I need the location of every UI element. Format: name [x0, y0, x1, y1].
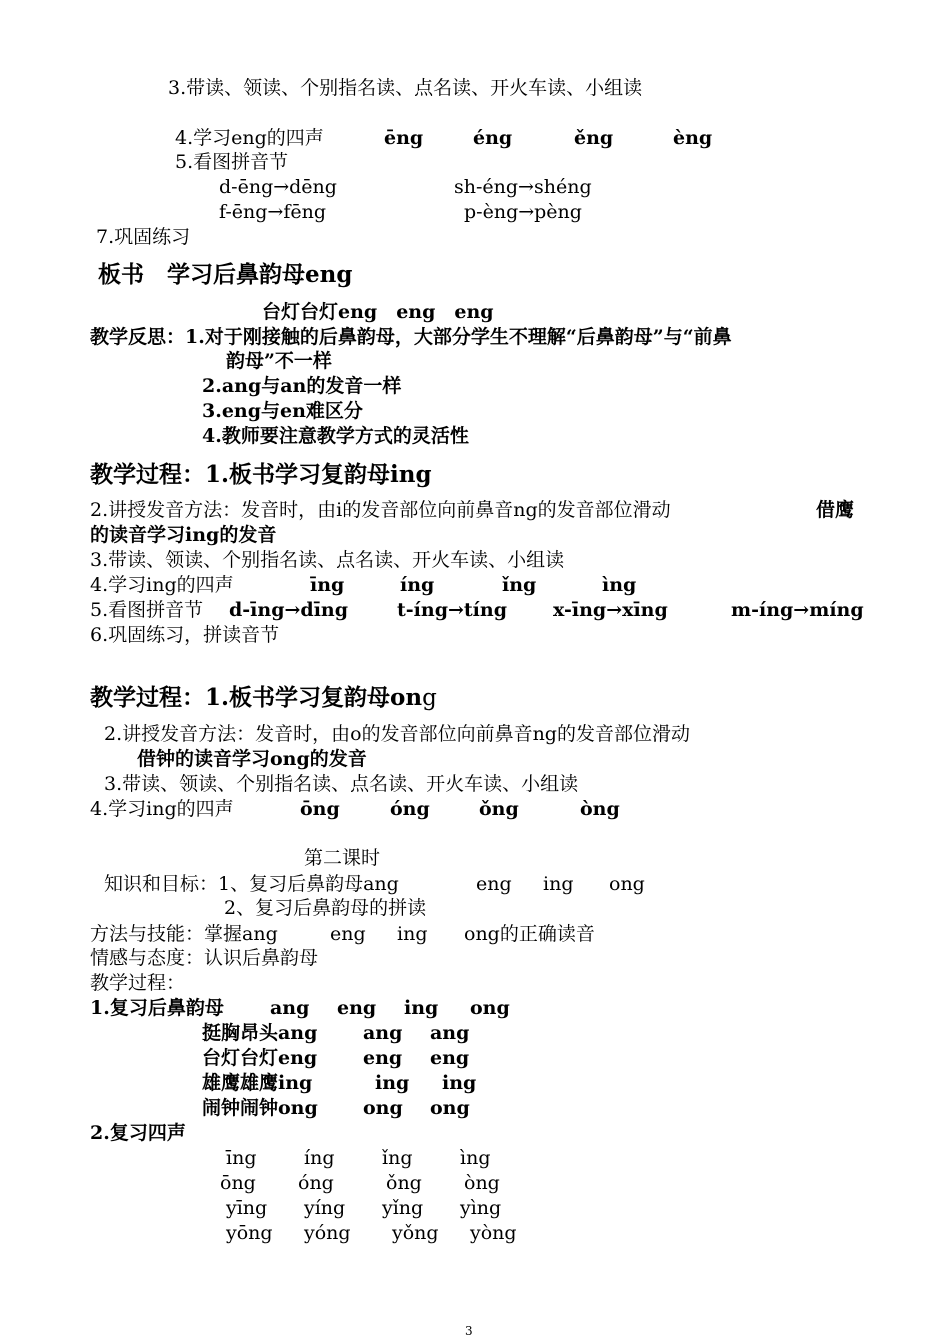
text-item: 雄鹰雄鹰ing	[202, 1072, 313, 1094]
syllable-item: t-íng→tíng	[397, 599, 507, 621]
text-line: f-ēng→fēng	[219, 201, 327, 223]
syllable-item: m-íng→míng	[731, 599, 864, 621]
text-line: d-ēng→dēng	[219, 176, 337, 198]
text-line: 5.看图拼音节	[175, 151, 289, 173]
syllable-item: x-īng→xīng	[553, 599, 668, 621]
tone-item: yòng	[470, 1222, 517, 1244]
page-number: 3	[465, 1324, 473, 1338]
text-item: ing	[397, 923, 428, 945]
text-line: 方法与技能：掌握ang	[90, 923, 278, 945]
text-line: 4.教师要注意教学方式的灵活性	[202, 425, 469, 447]
tone-item: yōng	[226, 1222, 273, 1244]
text-item: ong	[609, 873, 645, 895]
text-line: 2.讲授发音方法：发音时，由i的发音部位向前鼻音ng的发音部位滑动	[90, 499, 671, 521]
text-line: 5.看图拼音节	[90, 599, 204, 621]
heading-text: g	[422, 685, 437, 711]
text-line: 4.学习ing的四声	[90, 798, 234, 820]
text-line: 2.讲授发音方法：发音时，由o的发音部位向前鼻音ng的发音部位滑动	[104, 723, 690, 745]
tone-item: íng	[400, 574, 435, 596]
text-item: 闹钟闹钟ong	[202, 1097, 318, 1119]
text-line: 4.学习ing的四声	[90, 574, 234, 596]
text-item: eng	[363, 1047, 403, 1069]
tone-item: íng	[304, 1147, 335, 1169]
tone-item: òng	[580, 798, 620, 820]
text-line: 3.带读、领读、个别指名读、点名读、开火车读、小组读	[168, 77, 643, 99]
text-item: ing	[375, 1072, 410, 1094]
text-line: 3.带读、领读、个别指名读、点名读、开火车读、小组读	[90, 549, 565, 571]
text-line: 借鹰	[816, 499, 855, 521]
text-line: 韵母”不一样	[226, 350, 332, 372]
text-line: 台灯台灯eng eng eng	[262, 301, 494, 323]
text-line	[175, 126, 324, 150]
text-line: 知识和目标：1、复习后鼻韵母ang	[104, 873, 399, 895]
heading: 教学过程：1.板书学习复韵母ing	[90, 461, 432, 488]
text-line: sh-éng→shéng	[454, 176, 592, 198]
tone-item: yóng	[304, 1222, 351, 1244]
text-item: ong	[363, 1097, 403, 1119]
tone-item: ōng	[220, 1172, 256, 1194]
tone-item: yīng	[226, 1197, 268, 1219]
heading: 板书 学习后鼻韵母eng	[98, 261, 353, 288]
text-line: 教学过程：	[90, 972, 186, 994]
text-line: 3.带读、领读、个别指名读、点名读、开火车读、小组读	[104, 773, 579, 795]
tone-item: ǐng	[502, 574, 537, 596]
tone-item: ēng	[384, 127, 424, 149]
text-line: 1.复习后鼻韵母	[90, 997, 224, 1019]
tone-item: yǒng	[392, 1222, 439, 1244]
tone-item: ǒng	[386, 1172, 422, 1194]
text-item: ong	[470, 997, 510, 1019]
text-item: eng	[330, 923, 366, 945]
tone-item: ìng	[602, 574, 637, 596]
text-item: ing	[442, 1072, 477, 1094]
syllable-item: d-īng→dīng	[229, 599, 349, 621]
text-item: ang	[270, 997, 310, 1019]
text-item: 挺胸昂头ang	[202, 1022, 318, 1044]
tone-item: īng	[310, 574, 345, 596]
text-line: 3.eng与en难区分	[202, 400, 363, 422]
text-line: 教学反思：1.对于刚接触的后鼻韵母，大部分学生不理解“后鼻韵母”与“前鼻	[90, 326, 732, 348]
text-item: eng	[430, 1047, 470, 1069]
text-item: eng	[476, 873, 512, 895]
text-line: 借钟的读音学习ong的发音	[137, 748, 367, 770]
tone-item: yǐng	[382, 1197, 424, 1219]
section-title: 第二课时	[304, 847, 381, 869]
text-label: 4.学习eng的四声	[175, 127, 324, 149]
text-line: 2.ang与an的发音一样	[202, 375, 402, 397]
text-item: ing	[543, 873, 574, 895]
text-line: 7.巩固练习	[96, 226, 191, 248]
tone-item: ǐng	[382, 1147, 413, 1169]
tone-item: ǒng	[479, 798, 519, 820]
text-item: ang	[430, 1022, 470, 1044]
tone-item: èng	[673, 127, 713, 149]
tone-item: īng	[226, 1147, 257, 1169]
tone-item: yíng	[304, 1197, 346, 1219]
tone-item: éng	[473, 127, 513, 149]
tone-item: ōng	[300, 798, 340, 820]
text-item: eng	[337, 997, 377, 1019]
text-line: 2.复习四声	[90, 1122, 186, 1144]
heading	[90, 684, 437, 712]
text-item: ong的正确读音	[464, 923, 595, 945]
text-line: 的读音学习ing的发音	[90, 524, 277, 546]
tone-item: ìng	[460, 1147, 491, 1169]
text-line: p-èng→pèng	[464, 201, 582, 223]
tone-item: óng	[298, 1172, 334, 1194]
text-item: 台灯台灯eng	[202, 1047, 318, 1069]
text-line: 6.巩固练习，拼读音节	[90, 624, 280, 646]
tone-item: ěng	[574, 127, 614, 149]
tone-item: yìng	[460, 1197, 502, 1219]
tone-item: òng	[464, 1172, 500, 1194]
text-line: 2、复习后鼻韵母的拼读	[224, 897, 427, 919]
heading-text: 教学过程：1.板书学习复韵母on	[90, 684, 423, 711]
text-line: 情感与态度：认识后鼻韵母	[90, 947, 319, 969]
text-item: ing	[404, 997, 439, 1019]
text-item: ang	[363, 1022, 403, 1044]
tone-item: óng	[390, 798, 430, 820]
text-item: ong	[430, 1097, 470, 1119]
